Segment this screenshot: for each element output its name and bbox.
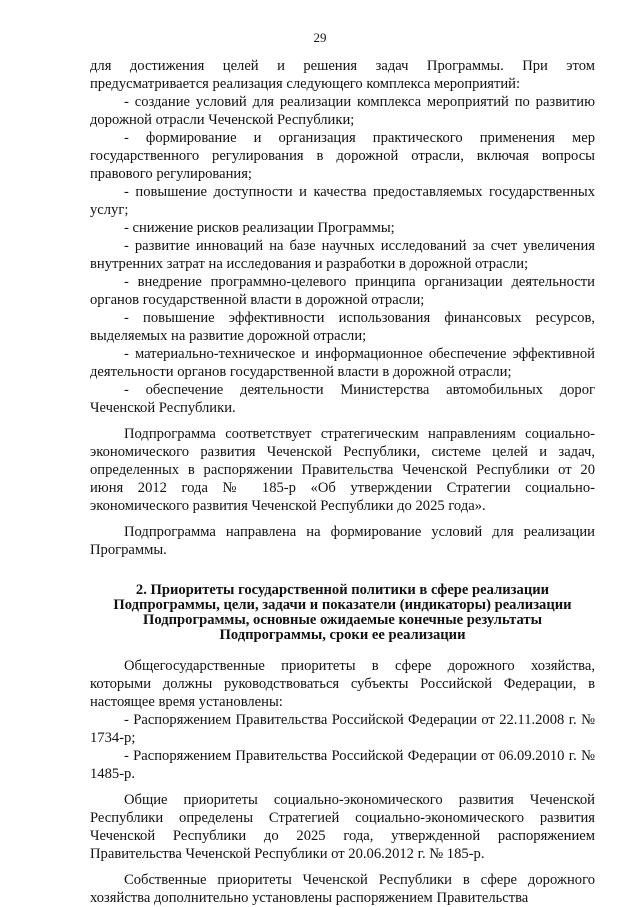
list-item: - снижение рисков реализации Программы; xyxy=(124,220,395,236)
list-item: - создание условий для реализации комплекса мероприятий по развитию дорожной отрасли Чеченской Республики; xyxy=(90,94,595,128)
list-item: - формирование и организация практического применения мер государственного регулирования в дорожной отрасли, включая вопросы правового регулирования; xyxy=(90,130,595,182)
list-item: - материально-техническое и информационное обеспечение эффективной деятельности органов государственной власти в дорожной отрасли; xyxy=(90,346,595,380)
paragraph: Подпрограмма соответствует стратегическим направлениям социально-экономического развития Чеченской Республики, системе целей и задач, определенных в распоряжении Правительства Чеченской Республики от 20 июня 2012 года № 185-р «Об утверждении Стратегии социально-экономического развития Чеченской Республики до 2025 года». xyxy=(90,426,595,514)
page-body xyxy=(90,57,595,907)
list-item: - внедрение программно-целевого принципа организации деятельности органов государственной власти в дорожной отрасли; xyxy=(90,274,595,308)
paragraph: Общегосударственные приоритеты в сфере дорожного хозяйства, которыми должны руководствоваться субъекты Российской Федерации, в настоящее время установлены: xyxy=(90,658,595,710)
paragraph: Собственные приоритеты Чеченской Республики в сфере дорожного хозяйства дополнительно установлены распоряжением Правительства xyxy=(90,872,595,906)
list-item: - развитие инноваций на базе научных исследований за счет увеличения внутренних затрат на исследования и разработки в дорожной отрасли; xyxy=(90,238,595,272)
list-item: - повышение эффективности использования финансовых ресурсов, выделяемых на развитие дорожной отрасли; xyxy=(90,310,595,344)
section-heading: 2. Приоритеты государственной политики в сфере реализации Подпрограммы, цели, задачи и показатели (индикаторы) реализации Подпрограммы, основные ожидаемые конечные результаты Подпрограммы, сроки ее реализации xyxy=(113,582,572,643)
paragraph: Подпрограмма направлена на формирование условий для реализации Программы. xyxy=(90,524,595,558)
list-item: - повышение доступности и качества предоставляемых государственных услуг; xyxy=(90,184,595,218)
list-item: - Распоряжением Правительства Российской Федерации от 22.11.2008 г. № 1734-р; xyxy=(90,712,595,746)
paragraph: для достижения целей и решения задач Программы. При этом предусматривается реализация следующего комплекса мероприятий: xyxy=(90,58,595,92)
page-number: 29 xyxy=(313,30,327,45)
list-item: - обеспечение деятельности Министерства автомобильных дорог Чеченской Республики. xyxy=(90,382,595,416)
list-item: - Распоряжением Правительства Российской Федерации от 06.09.2010 г. № 1485-р. xyxy=(90,748,595,782)
paragraph: Общие приоритеты социально-экономического развития Чеченской Республики определены Стратегией социально-экономического развития Чеченской Республики до 2025 года, утвержденной распоряжением Правительства Чеченской Республики от 20.06.2012 г. № 185-р. xyxy=(90,792,595,862)
